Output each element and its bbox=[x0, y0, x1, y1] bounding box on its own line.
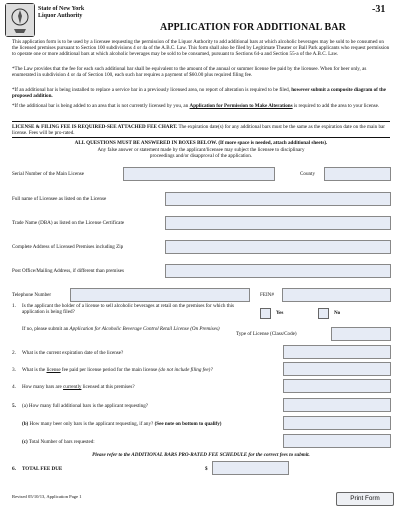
licensee-name-field[interactable] bbox=[165, 192, 391, 206]
serial-number-field[interactable] bbox=[123, 167, 275, 181]
intro-paragraph-4 bbox=[12, 103, 390, 109]
question-4-part-b: currently bbox=[63, 384, 82, 390]
no-label: No bbox=[334, 310, 341, 316]
mailing-address-label: Post Office/Mailing Address, if different than premises bbox=[12, 268, 124, 274]
question-5c-body: Total Number of bars requested: bbox=[27, 439, 95, 445]
total-fee-label: TOTAL FEE DUE bbox=[22, 466, 63, 472]
question-4-text bbox=[22, 384, 135, 390]
question-5-number: 5. bbox=[12, 403, 16, 409]
question-3-part-c: fee paid per license period for the main license bbox=[60, 367, 159, 373]
question-3-part-a: What is the bbox=[22, 367, 47, 373]
question-2-text: What is the current expiration date of the license? bbox=[22, 350, 124, 356]
expiration-date-field[interactable] bbox=[283, 345, 391, 359]
telephone-label: Telephone Number bbox=[12, 292, 52, 298]
question-5b-letter: (b) bbox=[22, 421, 29, 427]
fein-label: FEIN# bbox=[260, 292, 274, 298]
intro-paragraph-3-text: *If an additional bar is being installed to replace a service bar in a previously licensed area, no report of alteration is required to be filed, bbox=[12, 87, 290, 93]
agency-name bbox=[38, 6, 84, 20]
question-1-if-no bbox=[22, 326, 222, 332]
print-form-button[interactable]: Print Form bbox=[336, 492, 394, 506]
question-1-if-no-text: If no, please submit an bbox=[22, 326, 70, 332]
question-3-part-b: license bbox=[46, 367, 61, 373]
question-3-text bbox=[22, 367, 213, 373]
divider bbox=[12, 121, 390, 122]
question-3-number: 3. bbox=[12, 367, 16, 373]
question-4-part-a: How many bars are bbox=[22, 384, 64, 390]
yes-label: Yes bbox=[276, 310, 284, 316]
intro-paragraph-3-bold: however submit a composite diagram of the proposed addition. bbox=[12, 87, 386, 100]
total-bars-field[interactable] bbox=[283, 434, 391, 448]
fein-field[interactable] bbox=[282, 288, 391, 302]
all-questions-notice: ALL QUESTIONS MUST BE ANSWERED IN BOXES BELOW. (If more space is needed, attach additional sheets). bbox=[74, 140, 328, 146]
form-number: -31 bbox=[372, 4, 386, 15]
telephone-field[interactable] bbox=[70, 288, 250, 302]
divider bbox=[12, 137, 390, 138]
intro-paragraph-4-text: *If the additional bar is being added to an area that is not currently licensed by you, an bbox=[12, 103, 190, 109]
yes-checkbox[interactable] bbox=[260, 308, 271, 319]
question-4-part-c: licensed at this premises? bbox=[81, 384, 135, 390]
fee-notice-text: The expiration date(s) for any additional bars must be the same as the expiration date on the main bar license. Fees will be pro-rated. bbox=[12, 124, 385, 137]
question-1-number: 1. bbox=[12, 303, 16, 309]
licensee-name-label: Full name of Licensee as listed on the License bbox=[12, 196, 107, 202]
question-5b-body: How many beer only bars is the applicant requesting, if any? bbox=[28, 421, 155, 427]
question-5b-note: (See note on bottom to qualify) bbox=[154, 421, 222, 427]
dollar-sign: $ bbox=[205, 466, 208, 472]
premises-address-field[interactable] bbox=[165, 240, 391, 254]
serial-number-label: Serial Number of the Main License bbox=[12, 171, 84, 177]
question-5b-text bbox=[22, 421, 222, 427]
agency-line-1: State of New York bbox=[38, 6, 85, 12]
mailing-address-field[interactable] bbox=[165, 264, 391, 278]
question-2-number: 2. bbox=[12, 350, 16, 356]
beer-bars-field[interactable] bbox=[283, 416, 391, 430]
license-fee-field[interactable] bbox=[283, 362, 391, 376]
license-type-field[interactable] bbox=[331, 327, 391, 341]
intro-paragraph-1: This application form is to be used by a licensee requesting the permission of the Liquor Authority to add additional bars at which alcoholic beverages may be sold to be consumed on the licensed premises pursuant to Section 100 subdivisions 4 or 4a of the A.B.C. Law. This form shall also be filed by Legitimate Theater or Ball Park applicants who request permission to operate one or more additional bars at which alcoholic beverages may be sold to be consumed, pursuant to Sections 64-a and Section 55-a of the A.B.C. Law. bbox=[12, 39, 390, 58]
no-checkbox[interactable] bbox=[318, 308, 329, 319]
question-5c-letter: (c) bbox=[22, 439, 28, 445]
alterations-link[interactable]: Application for Permission to Make Alterations bbox=[189, 103, 293, 109]
state-seal-icon bbox=[5, 3, 35, 37]
current-bars-field[interactable] bbox=[283, 379, 391, 393]
intro-paragraph-3 bbox=[12, 87, 390, 99]
trade-name-field[interactable] bbox=[165, 216, 391, 230]
fee-notice-bold: LICENSE & FILING FEE IS REQUIRED-SEE ATTACHED FEE CHART. bbox=[12, 124, 178, 130]
fee-schedule-note: Please refer to the ADDITIONAL BARS PRO-RATED FEE SCHEDULE for the correct fees to submit. bbox=[92, 452, 310, 458]
county-field[interactable] bbox=[324, 167, 391, 181]
premises-address-label: Complete Address of Licensed Premises including Zip bbox=[12, 244, 124, 250]
question-1-text: Is the applicant the holder of a license to sell alcoholic beverages at retail on the premises for which this application is being filed? bbox=[22, 303, 235, 315]
intro-paragraph-4-end: is required to add the area to your license. bbox=[292, 103, 380, 109]
retail-license-application-link: Application for Alcoholic Beverage Control Retail License (On Premises) bbox=[69, 326, 220, 332]
page-title: APPLICATION FOR ADDITIONAL BAR bbox=[160, 22, 346, 33]
total-fee-field[interactable] bbox=[212, 461, 289, 475]
question-3-part-d: (do not include filing fee)? bbox=[158, 367, 213, 373]
trade-name-label: Trade Name (DBA) as listed on the License Certificate bbox=[12, 220, 125, 226]
intro-paragraph-2: *The Law provides that the fee for each such additional bar shall be equivalent to the amount of the annual or summer license fee paid by the licensee. When for beer only, as enumerated in subdivision 4 or 4a of Section 100, each such bar requires a payment of $60.00 plus required filing fee. bbox=[12, 66, 367, 79]
full-bars-field[interactable] bbox=[283, 398, 391, 412]
fee-notice bbox=[12, 124, 390, 136]
question-4-number: 4. bbox=[12, 384, 16, 390]
question-5a-text: (a) How many full additional bars is the applicant requesting? bbox=[22, 403, 149, 409]
agency-line-2: Liquor Authority bbox=[38, 13, 83, 19]
question-5c-text bbox=[22, 439, 95, 445]
county-label: County bbox=[300, 171, 316, 177]
license-type-label: Type of License (Class/Code) bbox=[236, 331, 297, 337]
question-6-number: 6. bbox=[12, 466, 16, 472]
false-answer-notice: Any false answer or statement made by the applicant/licensee may subject the licensee to disciplinary proceedings and/or disapproval of the application. bbox=[97, 147, 305, 160]
revision-note: Revised 05/10/13, Application Page 1 bbox=[12, 494, 82, 499]
